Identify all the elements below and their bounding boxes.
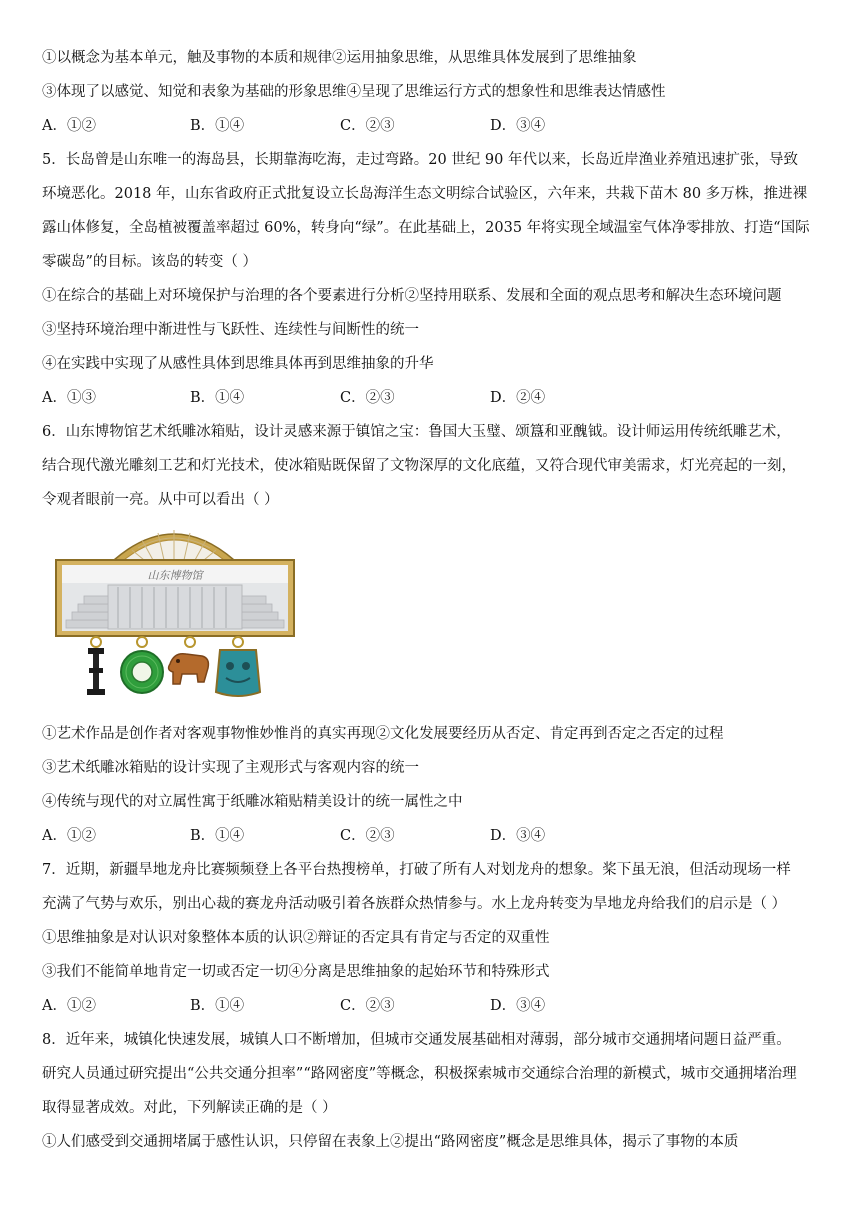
- q7-choice-line-2: ③我们不能简单地肯定一切或否定一切④分离是思维抽象的起始环节和特殊形式: [42, 964, 550, 980]
- museum-fridge-magnet-figure: [52, 524, 297, 714]
- q7-options: [42, 996, 832, 1016]
- q5-option-a[interactable]: A．①③: [42, 390, 96, 406]
- q5-choice-line-3: ④在实践中实现了从感性具体到思维具体再到思维抽象的升华: [42, 356, 434, 372]
- q8-stem-line-3: 取得显著成效。对此，下列解读正确的是（ ）: [42, 1100, 337, 1116]
- q5-options: [42, 388, 832, 408]
- q5-choice-line-2: ③坚持环境治理中渐进性与飞跃性、连续性与间断性的统一: [42, 322, 419, 338]
- q5-stem-line-4: 零碳岛”的目标。该岛的转变（ ）: [42, 254, 258, 270]
- q7-option-b[interactable]: B．①④: [190, 998, 245, 1014]
- bronze-axe-charm: [216, 650, 260, 696]
- q4-option-d[interactable]: D．③④: [490, 118, 546, 134]
- q8-stem-line-2: 研究人员通过研究提出“公共交通分担率”“路网密度”等概念，积极探索城市交通综合治理的新模式，城市交通拥堵治理: [42, 1066, 797, 1082]
- q7-option-c[interactable]: C．②③: [340, 998, 395, 1014]
- q8-stem-line-1: 8．近年来，城镇化快速发展，城镇人口不断增加，但城市交通发展基础相对薄弱，部分城市交通拥堵问题日益严重。: [42, 1032, 791, 1048]
- bronze-beast-charm: [169, 654, 209, 684]
- q6-option-c[interactable]: C．②③: [340, 828, 395, 844]
- q7-stem-line-1: 7．近期，新疆旱地龙舟比赛频频登上各平台热搜榜单，打破了所有人对划龙舟的想象。桨下虽无浪，但活动现场一样: [42, 862, 791, 878]
- q6-choice-line-2: ③艺术纸雕冰箱贴的设计实现了主观形式与客观内容的统一: [42, 760, 419, 776]
- q7-option-d[interactable]: D．③④: [490, 998, 546, 1014]
- q6-option-b[interactable]: B．①④: [190, 828, 245, 844]
- q8-choice-line-1: ①人们感受到交通拥堵属于感性认识，只停留在表象上②提出“路网密度”概念是思维具体，揭示了事物的本质: [42, 1134, 739, 1150]
- museum-magnet-illustration: [52, 524, 297, 714]
- q7-option-a[interactable]: A．①②: [42, 998, 96, 1014]
- q6-choice-line-1: ①艺术作品是创作者对客观事物惟妙惟肖的真实再现②文化发展要经历从否定、肯定再到否定之否定的过程: [42, 726, 724, 742]
- q4-option-a[interactable]: A．①②: [42, 118, 96, 134]
- museum-sign-text: 山东博物馆: [147, 569, 203, 582]
- jade-disc-charm: [121, 651, 163, 693]
- q5-choice-line-1: ①在综合的基础上对环境保护与治理的各个要素进行分析②坚持用联系、发展和全面的观点思考和解决生态环境问题: [42, 288, 782, 304]
- q4-options: [42, 116, 832, 136]
- q6-options: [42, 826, 832, 846]
- q4-choice-line-1: ①以概念为基本单元，触及事物的本质和规律②运用抽象思维，从思维具体发展到了思维抽象: [42, 50, 637, 66]
- q7-stem-line-2: 充满了气势与欢乐，别出心裁的赛龙舟活动吸引着各族群众热情参与。水上龙舟转变为旱地龙舟给我们的启示是（ ）: [42, 896, 787, 912]
- q6-stem-line-3: 令观者眼前一亮。从中可以看出（ ）: [42, 492, 279, 508]
- black-pendant-charm: [87, 648, 105, 695]
- q5-stem-line-2: 环境恶化。2018 年，山东省政府正式批复设立长岛海洋生态文明综合试验区，六年来，共栽下苗木 80 多万株，推进裸: [42, 186, 808, 202]
- q6-stem-line-2: 结合现代激光雕刻工艺和灯光技术，使冰箱贴既保留了文物深厚的文化底蕴，又符合现代审美需求，灯光亮起的一刻，: [42, 458, 796, 474]
- q5-option-d[interactable]: D．②④: [490, 390, 546, 406]
- q4-option-b[interactable]: B．①④: [190, 118, 245, 134]
- q5-stem-line-1: 5．长岛曾是山东唯一的海岛县，长期靠海吃海，走过弯路。20 世纪 90 年代以来，长岛近岸渔业养殖迅速扩张，导致: [42, 152, 798, 168]
- q6-choice-line-3: ④传统与现代的对立属性寓于纸雕冰箱贴精美设计的统一属性之中: [42, 794, 463, 810]
- building-facade: [108, 585, 242, 629]
- q6-option-d[interactable]: D．③④: [490, 828, 546, 844]
- q5-option-b[interactable]: B．①④: [190, 390, 245, 406]
- q5-stem-line-3: 露山体修复，全岛植被覆盖率超过 60%，转身向“绿”。在此基础上，2035 年将实现全域温室气体净零排放、打造“国际: [42, 220, 810, 236]
- q4-option-c[interactable]: C．②③: [340, 118, 395, 134]
- q6-option-a[interactable]: A．①②: [42, 828, 96, 844]
- q6-stem-line-1: 6．山东博物馆艺术纸雕冰箱贴，设计灵感来源于镇馆之宝：鲁国大玉璧、颂簋和亚醜钺。设计师运用传统纸雕艺术，: [42, 424, 791, 440]
- q4-choice-line-2: ③体现了以感觉、知觉和表象为基础的形象思维④呈现了思维运行方式的想象性和思维表达情感性: [42, 84, 666, 100]
- q7-choice-line-1: ①思维抽象是对认识对象整体本质的认识②辩证的否定具有肯定与否定的双重性: [42, 930, 550, 946]
- q5-option-c[interactable]: C．②③: [340, 390, 395, 406]
